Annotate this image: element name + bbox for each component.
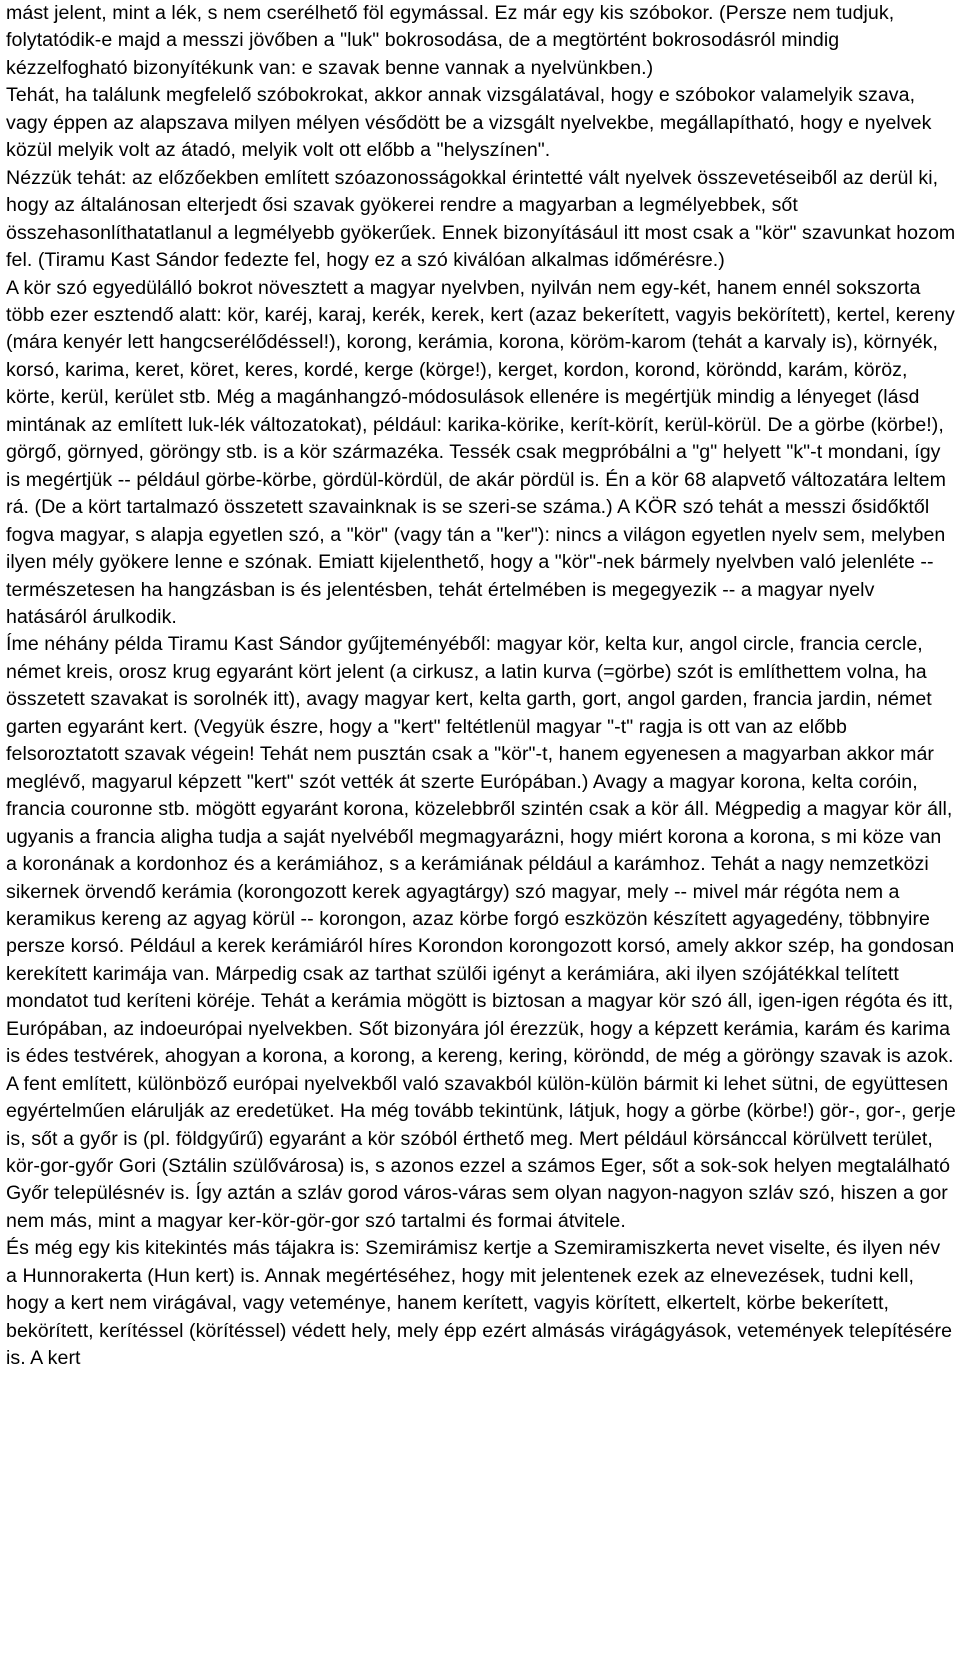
paragraph-5: Íme néhány példa Tiramu Kast Sándor gyűjteményéből: magyar kör, kelta kur, angol circle, francia cercle, német kreis, orosz krug egyaránt kört jelent (a cirkusz, a latin kurva (=görbe) szót is említhettem volna, ha összetett szavakat is sorolnék itt), avagy magyar kert, kelta garth, gort, angol garden, francia jardin, német garten egyaránt kert. (Vegyük észre, hogy a "kert" feltétlenül magyar "-t" ragja is ott van az előbb felsoroztatott szavak végein! Tehát nem pusztán csak a "kör"-t, hanem egyenesen a magyarban akkor már meglévő, magyarul képzett "kert" szót vették át szerte Európában.) Avagy a magyar korona, kelta coróin, francia couronne stb. mögött egyaránt korona, közelebbről szintén csak a kör áll. Mégpedig a magyar kör áll, ugyanis a francia aligha tudja a saját nyelvéből megmagyarázni, hogy miért korona a korona, s mi köze van a koronának a kordonhoz és a kerámiához, s a kerámiának például a karámhoz. Tehát a nagy nemzetközi sikernek örvendő kerámia (korongozott kerek agyagtárgy) szó magyar, mely -- mivel már régóta nem a keramikus kereng az agyag körül -- korongon, azaz körbe forgó eszközön készített agyagedény, többnyire persze korsó. Például a kerek kerámiáról híres Korondon korongozott korsó, amely akkor szép, ha gondosan kerekített karimája van. Márpedig csak az tarthat szülői igényt a kerámiára, aki ilyen szójátékkal telített mondatot tud keríteni köréje. Tehát a kerámia mögött is biztosan a magyar kör szó áll, igen-igen régóta és itt, Európában, az indoeurópai nyelvekben. Sőt bizonyára jól érezzük, hogy a képzett kerámia, karám és karima is édes testvérek, ahogyan a korona, a korong, a kereng, kering, köröndd, de még a göröngy szavak is azok.	[6, 633, 955, 1068]
paragraph-7: És még egy kis kitekintés más tájakra is: Szemirámisz kertje a Szemiramiszkerta nevet viselte, és ilyen név a Hunnorakerta (Hun kert) is. Annak megértéséhez, hogy mit jelentenek ezek az elnevezések, tudni kell, hogy a kert nem virágával, vagy veteménye, hanem kerített, vagyis körített, elkertelt, körbe bekerített, bekörített, kerítéssel (körítéssel) védett hely, mely épp ezért almásás virágágyások, vetemények telepítésére is. A kert	[6, 1237, 953, 1370]
paragraph-2: Tehát, ha találunk megfelelő szóbokrokat, akkor annak vizsgálatával, hogy e szóbokor valamelyik szava, vagy éppen az alapszava milyen mélyen vésődött be a vizsgált nyelvekbe, megállapítható, hogy e nyelvek közül melyik volt az átadó, melyik volt ott előbb a "helyszínen".	[6, 84, 932, 162]
article-body	[6, 0, 956, 1373]
paragraph-3: Nézzük tehát: az előzőekben említett szóazonosságokkal érintetté vált nyelvek összevetéseiből az derül ki, hogy az általánosan elterjedt ősi szavak gyökerei rendre a magyarban a legmélyebbek, sőt összehasonlíthatatlanul a legmélyebb gyökerűek. Ennek bizonyításául itt most csak a "kör" szavunkat hozom fel. (Tiramu Kast Sándor fedezte fel, hogy ez a szó kiválóan alkalmas időmérésre.)	[6, 166, 956, 272]
paragraph-1: mást jelent, mint a lék, s nem cserélhető föl egymással. Ez már egy kis szóbokor. (Persze nem tudjuk, folytatódik-e majd a messzi jövőben a "luk" bokrosodása, de a megtörtént bokrosodásról mindig kézzelfogható bizonyítékunk van: e szavak benne vannak a nyelvünkben.)	[6, 2, 895, 79]
paragraph-6: A fent említett, különböző európai nyelvekből való szavakból külön-külön bármit ki lehet sütni, de együttesen egyértelműen elárulják az eredetüket. Ha még tovább tekintünk, látjuk, hogy a görbe (körbe!) gör-, gor-, gerje is, sőt a győr is (pl. földgyűrű) egyaránt a kör szóból érthető meg. Mert például körsánccal körülvett terület, kör-gor-győr Gori (Sztálin szülővárosa) is, s azonos ezzel a számos Eger, sőt a sok-sok helyen megtalálható Győr településnév is. Így aztán a szláv gorod város-váras sem olyan nagyon-nagyon szláv szó, hiszen a gor nem más, mint a magyar ker-kör-gör-gor szó tartalmi és formai átvitele.	[6, 1072, 956, 1232]
paragraph-4: A kör szó egyedülálló bokrot növesztett a magyar nyelvben, nyilván nem egy-két, hanem ennél sokszorta több ezer esztendő alatt: kör, karéj, karaj, kerék, kerek, kert (azaz bekerített, vagyis bekörített), kertel, kereny (mára kenyér lett hangcserélődéssel!), korong, kerámia, korona, köröm-karom (tehát a karvaly is), környék, korsó, karima, keret, köret, keres, kordé, kerge (körge!), kerget, kordon, korond, köröndd, karám, köröz, körte, kerül, kerület stb. Még a magánhangzó-módosulások ellenére is megértjük mindig a lényeget (lásd mintának az említett luk-lék változatokat), például: karika-körike, kerít-körít, kerül-körül. De a görbe (körbe!), görgő, görnyed, göröngy stb. is a kör származéka. Tessék csak megpróbálni a "g" helyett "k"-t mondani, így is megértjük -- például görbe-körbe, gördül-kördül, de akár pördül is. Én a kör 68 alapvető változatára leltem rá. (De a kört tartalmazó összetett szavainknak is se szeri-se száma.) A KÖR szó tehát a messzi ősidőktől fogva magyar, s alapja egyetlen szó, a "kör" (vagy tán a "ker"): nincs a világon egyetlen nyelv sem, melyben ilyen mély gyökere lenne e szónak. Emiatt kijelenthető, hogy a "kör"-nek bármely nyelvben való jelenléte -- természetesen ha hangzásban is és jelentésben, tehát értelmében is megegyezik -- a magyar nyelv hatásáról árulkodik.	[6, 276, 955, 628]
